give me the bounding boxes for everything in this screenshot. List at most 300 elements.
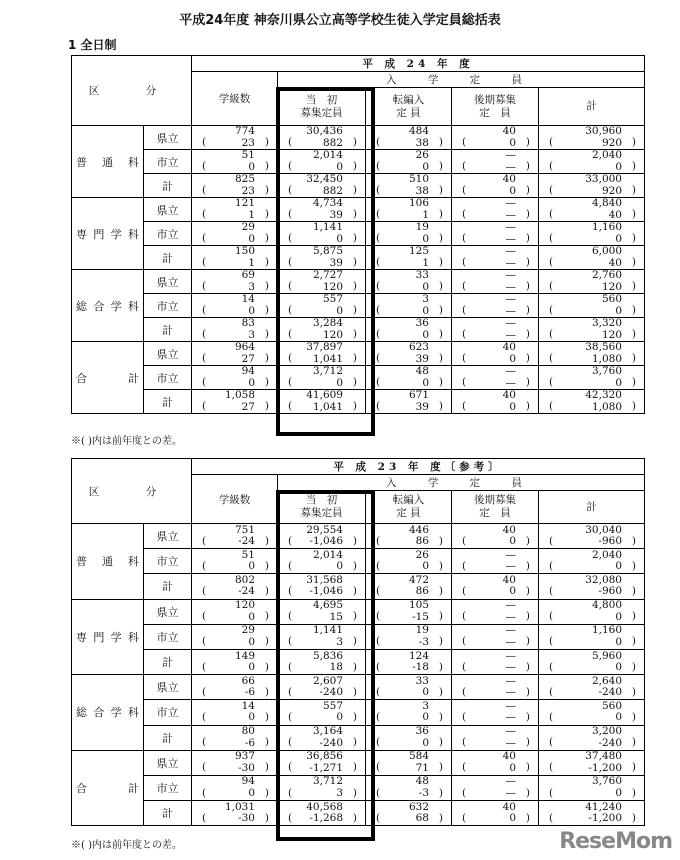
value: 560	[601, 293, 622, 305]
diff-value: 0	[248, 376, 255, 389]
diff-value: —	[505, 635, 516, 648]
value-cell: 825 ( 23 )	[192, 174, 278, 198]
subcategory-label: 計	[144, 725, 192, 750]
diff-value: 120	[601, 328, 622, 341]
diff-value: 1,080	[591, 352, 622, 365]
diff-value: —	[505, 280, 516, 293]
value: 40	[502, 389, 516, 401]
diff-value: 71	[415, 761, 429, 774]
col-header: 当 初 募集定員	[278, 491, 366, 524]
value-cell: 36 ( 0 )	[366, 725, 452, 750]
diff-value: 0	[248, 304, 255, 317]
diff-value: -3	[418, 635, 429, 648]
value-cell: 560 ( 0 )	[539, 700, 645, 725]
value: 510	[408, 173, 429, 185]
value-cell: 623 ( 39 )	[366, 342, 452, 366]
value: 37,897	[306, 341, 343, 353]
value: 557	[322, 293, 343, 305]
diff-value: 920	[601, 136, 622, 149]
value: —	[505, 649, 516, 662]
diff-value: -960	[598, 585, 622, 598]
value: 5,836	[312, 649, 343, 662]
value-cell: — ( — )	[452, 649, 539, 674]
diff-value: 0	[248, 635, 255, 648]
table-row	[72, 150, 645, 174]
table-row	[72, 675, 645, 700]
value: 41,609	[306, 389, 343, 401]
table-row	[72, 549, 645, 574]
diff-value: -1,046	[309, 585, 343, 598]
diff-value: —	[505, 661, 516, 674]
diff-value: 1	[422, 256, 429, 269]
value: 4,695	[312, 599, 343, 612]
diff-value: -240	[598, 686, 622, 699]
value: 5,875	[312, 245, 343, 257]
value: 36	[415, 317, 429, 329]
value: 83	[241, 317, 255, 329]
value-cell: 36 ( 0 )	[366, 318, 452, 342]
value: 2,727	[312, 269, 343, 281]
diff-value: —	[505, 686, 516, 699]
value: 38,560	[585, 341, 622, 353]
admission-header: 入 学 定 員	[278, 72, 645, 88]
value: 1,031	[224, 800, 255, 813]
value: 106	[408, 197, 429, 209]
value: 3	[422, 293, 429, 305]
value: 80	[241, 725, 255, 738]
value: 48	[415, 775, 429, 788]
value: —	[505, 269, 516, 281]
value-cell: 40,568 ( -1,268 )	[278, 801, 366, 826]
value-cell: 48 ( -3 )	[366, 775, 452, 800]
value-cell: 40 ( 0 )	[452, 524, 539, 549]
diff-value: 0	[615, 232, 622, 245]
value-cell: 1,141 ( 0 )	[278, 222, 366, 246]
value-cell: 40 ( 0 )	[452, 342, 539, 366]
value-cell: 3,712 ( 3 )	[278, 775, 366, 800]
value-cell: 2,760 ( 120 )	[539, 270, 645, 294]
diff-value: 0	[248, 711, 255, 724]
diff-value: -24	[238, 585, 255, 598]
value: 37,480	[585, 750, 622, 763]
value: 48	[415, 365, 429, 377]
subcategory-label: 計	[144, 318, 192, 342]
diff-value: 3	[336, 786, 343, 799]
admission-header: 入 学 定 員	[278, 475, 645, 491]
diff-value: 882	[322, 184, 343, 197]
value-cell: 83 ( 3 )	[192, 318, 278, 342]
subcategory-label: 県立	[144, 599, 192, 624]
value-cell: 560 ( 0 )	[539, 294, 645, 318]
footnote: ※( )内は前年度との差。	[71, 840, 182, 851]
value-cell: 41,240 ( -1,200 )	[539, 801, 645, 826]
subcategory-label: 計	[144, 390, 192, 414]
value: 3,320	[591, 317, 622, 329]
value-cell: 31,568 ( -1,046 )	[278, 574, 366, 599]
diff-value: —	[505, 736, 516, 749]
subcategory-label: 市立	[144, 775, 192, 800]
diff-value: 27	[241, 352, 255, 365]
table-row	[72, 649, 645, 674]
value: 472	[408, 573, 429, 586]
diff-value: 0	[509, 761, 516, 774]
value-cell: 30,960 ( 920 )	[539, 126, 645, 150]
table-row	[72, 246, 645, 270]
resemom-logo: ReseMom	[559, 829, 672, 854]
table-row	[72, 366, 645, 390]
value-cell: — ( — )	[452, 318, 539, 342]
value: 584	[408, 750, 429, 763]
subcategory-label: 市立	[144, 366, 192, 390]
diff-value: 0	[422, 711, 429, 724]
value: 1,160	[591, 221, 622, 233]
value: 560	[601, 699, 622, 712]
value-cell: — ( — )	[452, 246, 539, 270]
value-cell: 80 ( -6 )	[192, 725, 278, 750]
year-header: 平 成 23 年 度〔参考〕	[192, 459, 645, 475]
value: 3,712	[312, 775, 343, 788]
value: 40	[502, 750, 516, 763]
diff-value: 1,080	[591, 400, 622, 413]
value: 120	[234, 599, 255, 612]
diff-value: 27	[241, 400, 255, 413]
diff-value: 3	[336, 635, 343, 648]
enrollment-table	[71, 458, 645, 826]
diff-value: 40	[608, 256, 622, 269]
value-cell: 120 ( 0 )	[192, 599, 278, 624]
value-cell: 5,836 ( 18 )	[278, 649, 366, 674]
value-cell: 4,840 ( 40 )	[539, 198, 645, 222]
diff-value: -6	[244, 736, 255, 749]
value: 802	[234, 573, 255, 586]
value-cell: 40 ( 0 )	[452, 390, 539, 414]
value-cell: 774 ( 23 )	[192, 126, 278, 150]
value-cell: — ( — )	[452, 222, 539, 246]
subcategory-label: 市立	[144, 294, 192, 318]
value-cell: 802 ( -24 )	[192, 574, 278, 599]
diff-value: -960	[598, 535, 622, 548]
value: 40	[502, 173, 516, 185]
diff-value: —	[505, 160, 516, 173]
value-cell: 2,727 ( 120 )	[278, 270, 366, 294]
value: 2,607	[312, 674, 343, 687]
table-row	[72, 624, 645, 649]
col-header: 転編入 定 員	[366, 491, 452, 524]
table-row	[72, 750, 645, 775]
diff-value: 0	[422, 736, 429, 749]
diff-value: -240	[598, 736, 622, 749]
value: 26	[415, 149, 429, 161]
value-cell: 29 ( 0 )	[192, 222, 278, 246]
value: 3	[422, 699, 429, 712]
value: 671	[408, 389, 429, 401]
value-cell: 33 ( 0 )	[366, 270, 452, 294]
diff-value: -3	[418, 786, 429, 799]
value-cell: 19 ( -3 )	[366, 624, 452, 649]
category-label: 専門学科	[72, 198, 144, 270]
subcategory-label: 市立	[144, 150, 192, 174]
value-cell: 4,695 ( 15 )	[278, 599, 366, 624]
value: 2,040	[591, 149, 622, 161]
value-cell: — ( — )	[452, 150, 539, 174]
diff-value: —	[505, 711, 516, 724]
diff-value: -15	[412, 610, 429, 623]
value-cell: 2,607 ( -240 )	[278, 675, 366, 700]
diff-value: —	[505, 786, 516, 799]
category-label: 合計	[72, 342, 144, 414]
diff-value: 0	[509, 184, 516, 197]
subcategory-label: 計	[144, 574, 192, 599]
value: —	[505, 725, 516, 738]
category-label: 専門学科	[72, 599, 144, 675]
diff-value: 0	[615, 610, 622, 623]
value-cell: 14 ( 0 )	[192, 700, 278, 725]
value: 150	[234, 245, 255, 257]
value: 3,164	[312, 725, 343, 738]
value: 19	[415, 221, 429, 233]
diff-value: 0	[248, 786, 255, 799]
value: —	[505, 221, 516, 233]
diff-value: 0	[615, 786, 622, 799]
diff-value: 0	[509, 812, 516, 825]
value-cell: 751 ( -24 )	[192, 524, 278, 549]
diff-value: 0	[615, 304, 622, 317]
value-cell: 37,897 ( 1,041 )	[278, 342, 366, 366]
value-cell: — ( — )	[452, 675, 539, 700]
value-cell: — ( — )	[452, 549, 539, 574]
value-cell: 36,856 ( -1,271 )	[278, 750, 366, 775]
diff-value: -1,200	[588, 761, 622, 774]
subcategory-label: 市立	[144, 624, 192, 649]
value-cell: 3,760 ( 0 )	[539, 775, 645, 800]
col-header: 計	[539, 88, 645, 126]
value: 40	[502, 125, 516, 137]
diff-value: 882	[322, 136, 343, 149]
diff-value: -30	[238, 812, 255, 825]
value-cell: 671 ( 39 )	[366, 390, 452, 414]
diff-value: 0	[509, 400, 516, 413]
value-cell: 510 ( 38 )	[366, 174, 452, 198]
value-cell: — ( — )	[452, 725, 539, 750]
value: 557	[322, 699, 343, 712]
subcategory-label: 県立	[144, 198, 192, 222]
value: 964	[234, 341, 255, 353]
value-cell: 32,080 ( -960 )	[539, 574, 645, 599]
subcategory-label: 計	[144, 649, 192, 674]
value-cell: 5,960 ( 0 )	[539, 649, 645, 674]
value: 446	[408, 523, 429, 536]
value: 36,856	[306, 750, 343, 763]
diff-value: 0	[422, 304, 429, 317]
value: 1,141	[312, 624, 343, 637]
value-cell: 2,640 ( -240 )	[539, 675, 645, 700]
table-row	[72, 294, 645, 318]
value-cell: 33 ( 0 )	[366, 675, 452, 700]
diff-value: 0	[422, 232, 429, 245]
kubun-header: 区 分	[72, 459, 192, 524]
value: 3,284	[312, 317, 343, 329]
value: 2,014	[312, 149, 343, 161]
value: 3,712	[312, 365, 343, 377]
value: —	[505, 245, 516, 257]
value: 66	[241, 674, 255, 687]
value-cell: 557 ( 0 )	[278, 700, 366, 725]
diff-value: 3	[248, 328, 255, 341]
value: 32,450	[306, 173, 343, 185]
diff-value: 0	[336, 304, 343, 317]
diff-value: 0	[615, 160, 622, 173]
value-cell: 557 ( 0 )	[278, 294, 366, 318]
value: 1,058	[224, 389, 255, 401]
col-header: 転編入 定 員	[366, 88, 452, 126]
table-row	[72, 222, 645, 246]
value-cell: 29 ( 0 )	[192, 624, 278, 649]
table-row	[72, 725, 645, 750]
value: 124	[408, 649, 429, 662]
value-cell: 42,320 ( 1,080 )	[539, 390, 645, 414]
value: 3,200	[591, 725, 622, 738]
value-cell: 2,014 ( 0 )	[278, 150, 366, 174]
year-header: 平 成 24 年 度	[192, 56, 645, 72]
value-cell: 1,031 ( -30 )	[192, 801, 278, 826]
diff-value: 0	[336, 160, 343, 173]
value: 41,240	[585, 800, 622, 813]
value: 42,320	[585, 389, 622, 401]
diff-value: 1	[422, 208, 429, 221]
value: 825	[234, 173, 255, 185]
diff-value: 0	[422, 160, 429, 173]
value-cell: 106 ( 1 )	[366, 198, 452, 222]
kubun-header: 区 分	[72, 56, 192, 126]
value: —	[505, 149, 516, 161]
diff-value: 39	[329, 208, 343, 221]
value-cell: 94 ( 0 )	[192, 366, 278, 390]
value: 149	[234, 649, 255, 662]
value-cell: 3,164 ( -240 )	[278, 725, 366, 750]
value-cell: 2,014 ( 0 )	[278, 549, 366, 574]
diff-value: -1,268	[309, 812, 343, 825]
value: 632	[408, 800, 429, 813]
value-cell: 3,712 ( 0 )	[278, 366, 366, 390]
diff-value: -240	[319, 686, 343, 699]
diff-value: 0	[336, 376, 343, 389]
value: 30,040	[585, 523, 622, 536]
value-cell: 6,000 ( 40 )	[539, 246, 645, 270]
value-cell: 484 ( 38 )	[366, 126, 452, 150]
value: 1,160	[591, 624, 622, 637]
value: 484	[408, 125, 429, 137]
diff-value: -1,271	[309, 761, 343, 774]
footnote: ※( )内は前年度との差。	[71, 436, 182, 447]
enrollment-table	[71, 55, 645, 414]
value: 29	[241, 221, 255, 233]
diff-value: 0	[509, 535, 516, 548]
value-cell: 2,040 ( 0 )	[539, 150, 645, 174]
value: 69	[241, 269, 255, 281]
value-cell: 3 ( 0 )	[366, 294, 452, 318]
value: 937	[234, 750, 255, 763]
category-label: 合計	[72, 750, 144, 826]
diff-value: —	[505, 208, 516, 221]
value-cell: 964 ( 27 )	[192, 342, 278, 366]
value-cell: 40 ( 0 )	[452, 574, 539, 599]
value-cell: 4,734 ( 39 )	[278, 198, 366, 222]
diff-value: 18	[329, 661, 343, 674]
value: 40	[502, 341, 516, 353]
table-row	[72, 270, 645, 294]
col-header: 学級数	[192, 72, 278, 126]
table-row	[72, 318, 645, 342]
diff-value: 0	[422, 376, 429, 389]
value: 2,014	[312, 548, 343, 561]
value-cell: 30,040 ( -960 )	[539, 524, 645, 549]
diff-value: —	[505, 256, 516, 269]
diff-value: -1,046	[309, 535, 343, 548]
value-cell: 2,040 ( 0 )	[539, 549, 645, 574]
value-cell: 26 ( 0 )	[366, 150, 452, 174]
value-cell: 1,141 ( 3 )	[278, 624, 366, 649]
value-cell: 48 ( 0 )	[366, 366, 452, 390]
value-cell: 33,000 ( 920 )	[539, 174, 645, 198]
col-header: 当 初 募集定員	[278, 88, 366, 126]
subcategory-label: 計	[144, 801, 192, 826]
diff-value: 0	[615, 661, 622, 674]
diff-value: —	[505, 328, 516, 341]
value-cell: 937 ( -30 )	[192, 750, 278, 775]
diff-value: -24	[238, 535, 255, 548]
col-header: 後期募集 定 員	[452, 88, 539, 126]
value-cell: 40 ( 0 )	[452, 126, 539, 150]
value-cell: 14 ( 0 )	[192, 294, 278, 318]
value: —	[505, 548, 516, 561]
value: —	[505, 624, 516, 637]
value-cell: 584 ( 71 )	[366, 750, 452, 775]
table-row	[72, 174, 645, 198]
value: 125	[408, 245, 429, 257]
diff-value: 1,041	[312, 352, 343, 365]
value: 2,760	[591, 269, 622, 281]
value-cell: — ( — )	[452, 198, 539, 222]
diff-value: 1,041	[312, 400, 343, 413]
diff-value: 0	[509, 352, 516, 365]
value-cell: 40 ( 0 )	[452, 750, 539, 775]
subcategory-label: 県立	[144, 126, 192, 150]
value: —	[505, 197, 516, 209]
value: —	[505, 699, 516, 712]
diff-value: 0	[422, 560, 429, 573]
value-cell: 446 ( 86 )	[366, 524, 452, 549]
value-cell: 105 ( -15 )	[366, 599, 452, 624]
col-header: 計	[539, 491, 645, 524]
value: 36	[415, 725, 429, 738]
value-cell: — ( — )	[452, 700, 539, 725]
diff-value: 0	[422, 328, 429, 341]
value: 14	[241, 699, 255, 712]
value-cell: 40 ( 0 )	[452, 174, 539, 198]
value-cell: 3,284 ( 120 )	[278, 318, 366, 342]
diff-value: -1,200	[588, 812, 622, 825]
document-title: 平成24年度 神奈川県公立高等学校生徒入学定員総括表	[179, 13, 501, 28]
diff-value: 120	[322, 280, 343, 293]
value-cell: 26 ( 0 )	[366, 549, 452, 574]
value-cell: 632 ( 68 )	[366, 801, 452, 826]
value-cell: 41,609 ( 1,041 )	[278, 390, 366, 414]
value: 32,080	[585, 573, 622, 586]
value-cell: 1,058 ( 27 )	[192, 390, 278, 414]
diff-value: -6	[244, 686, 255, 699]
value: 623	[408, 341, 429, 353]
diff-value: 23	[241, 136, 255, 149]
